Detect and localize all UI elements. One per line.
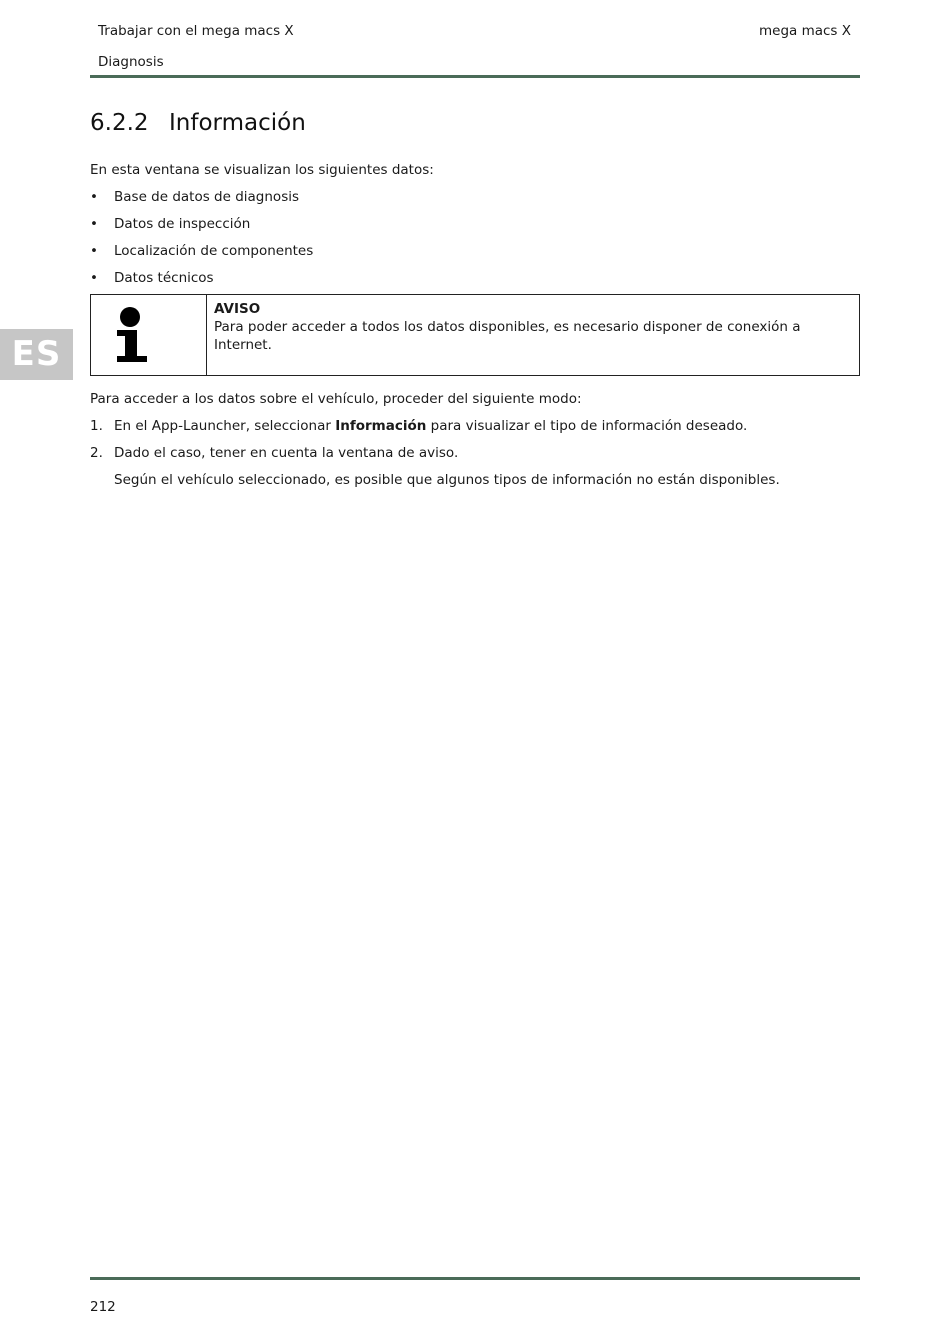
notice-title: AVISO bbox=[214, 301, 261, 317]
bullet-item bbox=[90, 269, 214, 287]
procedure-step bbox=[90, 417, 747, 435]
running-header bbox=[98, 22, 294, 71]
bullet-item bbox=[90, 188, 299, 206]
procedure-intro: Para acceder a los datos sobre el vehículo, proceder del siguiente modo: bbox=[90, 391, 582, 407]
bullet-text: Base de datos de diagnosis bbox=[114, 189, 300, 205]
bullet-icon: • bbox=[90, 189, 98, 205]
section-title: Información bbox=[169, 110, 306, 136]
footer-rule bbox=[90, 1277, 860, 1280]
page-number: 212 bbox=[90, 1299, 116, 1315]
info-icon bbox=[113, 306, 153, 364]
step-text-after: para visualizar el tipo de información deseado. bbox=[426, 418, 748, 434]
intro-paragraph: En esta ventana se visualizan los siguientes datos: bbox=[90, 162, 434, 178]
bullet-icon: • bbox=[90, 270, 98, 286]
bullet-text: Datos de inspección bbox=[114, 216, 251, 232]
header-section: Diagnosis bbox=[98, 54, 164, 70]
step-text: Dado el caso, tener en cuenta la ventana de aviso. bbox=[114, 445, 459, 461]
bullet-item bbox=[90, 242, 313, 260]
header-product: mega macs X bbox=[758, 23, 851, 39]
bullet-item bbox=[90, 215, 250, 233]
procedure-step bbox=[90, 444, 458, 462]
notice-text: Para poder acceder a todos los datos disponibles, es necesario disponer de conexión a Internet. bbox=[214, 319, 801, 353]
step-text-before: En el App-Launcher, seleccionar bbox=[114, 418, 336, 434]
step-number: 2. bbox=[90, 445, 103, 461]
language-tab: ES bbox=[0, 329, 73, 380]
bullet-icon: • bbox=[90, 243, 98, 259]
notice-icon-cell bbox=[91, 295, 207, 375]
section-heading bbox=[90, 108, 306, 138]
header-rule bbox=[90, 75, 860, 78]
step-number: 1. bbox=[90, 418, 103, 434]
bullet-icon: • bbox=[90, 216, 98, 232]
header-chapter: Trabajar con el mega macs X bbox=[98, 23, 294, 39]
step-highlight: Información bbox=[335, 418, 427, 434]
notice-box bbox=[90, 294, 860, 376]
section-number: 6.2.2 bbox=[90, 110, 149, 136]
step-note: Según el vehículo seleccionado, es posible que algunos tipos de información no están disponibles. bbox=[114, 472, 780, 488]
bullet-text: Datos técnicos bbox=[114, 270, 214, 286]
bullet-text: Localización de componentes bbox=[114, 243, 314, 259]
